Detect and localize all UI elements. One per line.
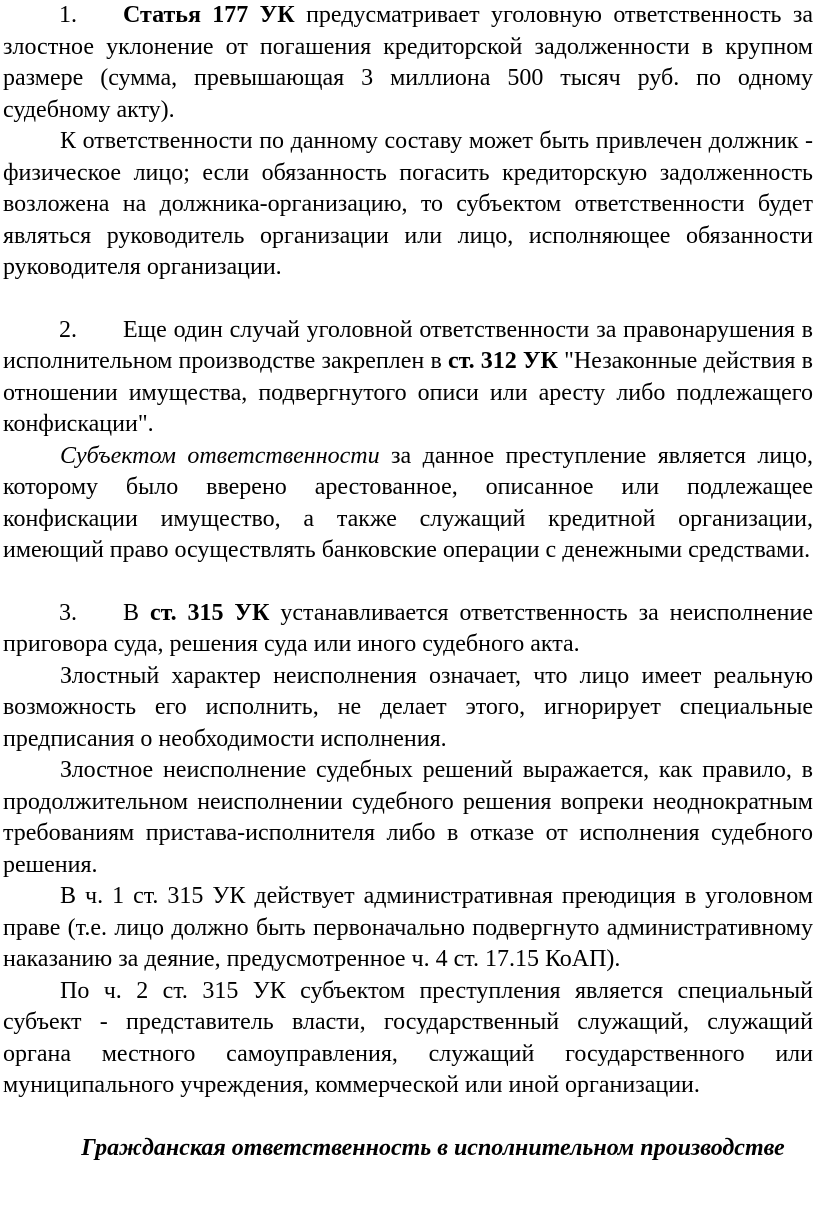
section-2-article-ref: ст. 312 УК [447, 348, 558, 374]
section-1-paragraph-2: К ответственности по данному составу может быть привлечен должник - физическое лицо; если обязанность погасить кредиторскую задолженность возложена на должника-организацию, то субъектом ответственности будет являться руководитель организации или лицо, исполняющее обязанности руководителя организации. [3, 128, 813, 280]
section-1-article-ref: Статья 177 УК [123, 2, 295, 28]
section-3-paragraph-5: По ч. 2 ст. 315 УК субъектом преступления является специальный субъект - представитель власти, государственный служащий, служащий органа местного самоуправления, служащий государственного или муниципального учреждения, коммерческой или иной организации. [3, 977, 813, 1098]
section-2-text-before: Еще один случай уголовной ответственности за правонарушения в исполнительном производстве закреплен в [3, 316, 813, 374]
section-3-paragraph-3: Злостное неисполнение судебных решений выражается, как правило, в продолжительном неисполнении судебного решения вопреки неоднократным требованиям пристава-исполнителя либо в отказе от исполнения судебного решения. [3, 757, 813, 878]
section-3-paragraph-2: Злостный характер неисполнения означает, что лицо имеет реальную возможность его исполнить, не делает этого, игнорирует специальные предписания о необходимости исполнения. [3, 662, 813, 752]
section-3-text-after: устанавливается ответственность за неисполнение приговора суда, решения суда или иного судебного акта. [3, 599, 813, 657]
section-2-text-after: "Незаконные действия в отношении имущества, подвергнутого описи или аресту либо подлежащего конфискации". [3, 348, 813, 437]
section-heading: Гражданская ответственность в исполнительном производстве [81, 1134, 785, 1161]
section-3-article-ref: ст. 315 УК [149, 599, 270, 626]
section-1-text: предусматривает уголовную ответственность за злостное уклонение от погашения кредиторской задолженности в крупном размере (сумма, превышающая 3 миллиона 500 тысяч руб. по одному судебному акту). [3, 2, 813, 123]
section-2-number: 2. [59, 316, 77, 343]
spacer [3, 1102, 813, 1133]
spacer [3, 567, 813, 598]
section-3-number: 3. [59, 599, 77, 626]
section-1-number: 1. [59, 2, 77, 28]
section-3-paragraph [3, 598, 813, 661]
section-2-paragraph-2-text: за данное преступление является лицо, которому было вверено арестованное, описанное или подлежащее конфискации имущество, а также служащий кредитной организации, имеющий право осуществлять банковские операции с денежными средствами. [3, 442, 813, 563]
section-2-italic-term: Субъектом ответственности [60, 442, 380, 469]
section-2-paragraph [3, 315, 813, 441]
spacer [3, 284, 813, 315]
section-1-paragraph [3, 0, 813, 126]
section-3-paragraph-4: В ч. 1 ст. 315 УК действует административная преюдиция в уголовном праве (т.е. лицо должно быть первоначально подвергнуто административному наказанию за деяние, предусмотренное ч. 4 ст. 17.15 КоАП). [3, 883, 813, 972]
section-3-text-before: В [123, 599, 150, 626]
section-2-paragraph-2 [3, 441, 813, 567]
